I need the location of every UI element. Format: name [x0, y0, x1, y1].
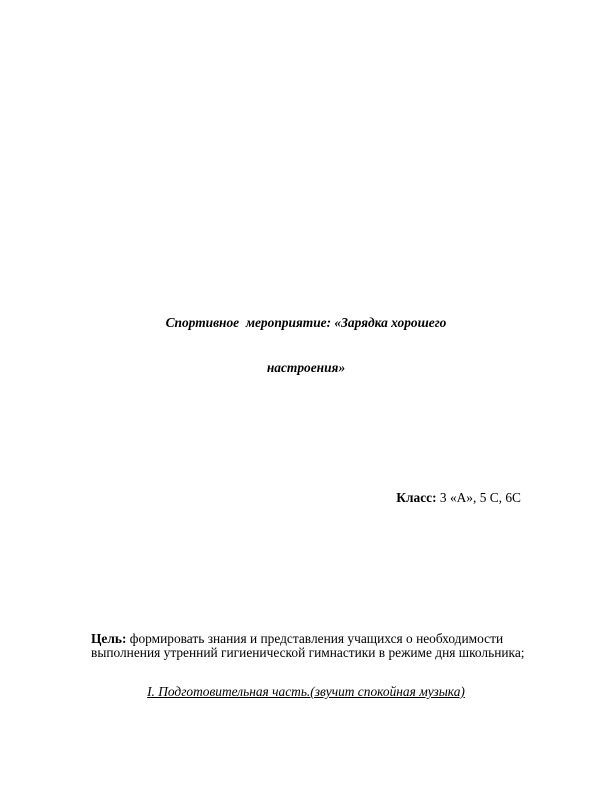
title-line-2: настроения» — [266, 360, 346, 375]
section-heading: I. Подготовительная часть.(звучит спокойная музыка) — [147, 684, 465, 699]
goal-label: Цель: — [91, 631, 127, 646]
document-title — [100, 285, 512, 405]
class-label: Класс: — [396, 490, 437, 505]
class-value: 3 «А», 5 С, 6С — [436, 490, 521, 505]
goal-paragraph — [91, 632, 531, 661]
title-line-1: Спортивное мероприятие: «Зарядка хорошего — [165, 315, 447, 330]
goal-text: формировать знания и представления учащихся о необходимости выполнения утренний гигиенической гимнастики в режиме дня школьника; — [91, 631, 525, 661]
class-line — [396, 490, 521, 505]
